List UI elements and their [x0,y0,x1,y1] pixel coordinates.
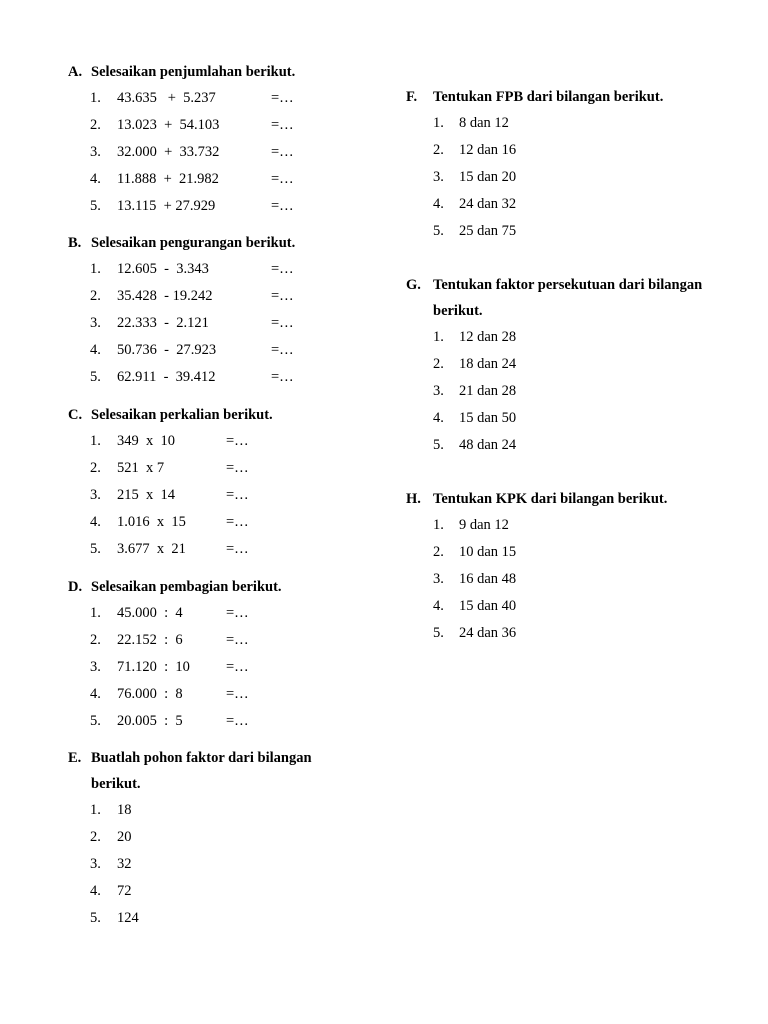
item-answer-blank: =… [226,632,249,648]
item-expression: 1.016 x 15 [117,514,186,530]
list-item [68,627,249,654]
item-answer-blank: =… [226,514,249,530]
section-title: Selesaikan pengurangan berikut. [91,235,296,251]
item-value: 21 dan 28 [459,383,517,399]
item-number: 4. [90,342,101,358]
item-answer-blank: =… [271,144,294,160]
list-item [68,851,132,878]
list-item [406,378,517,405]
item-answer-blank: =… [226,605,249,621]
item-number: 2. [433,356,444,372]
list-item [68,482,249,509]
item-answer-blank: =… [271,288,294,304]
list-item [406,432,517,459]
section-c [68,402,273,563]
section-heading [68,745,312,797]
list-item [406,324,517,351]
section-a [68,59,296,220]
item-number: 1. [90,90,101,106]
list-item [68,112,294,139]
item-expression: 32.000 + 33.732 [117,144,220,160]
section-letter: D. [68,579,83,595]
item-expression: 13.023 + 54.103 [117,117,220,133]
item-value: 48 dan 24 [459,437,517,453]
section-b [68,230,296,391]
item-value: 25 dan 75 [459,223,517,239]
item-value: 12 dan 16 [459,142,517,158]
item-number: 5. [90,713,101,729]
item-expression: 62.911 - 39.412 [117,369,216,385]
item-value: 10 dan 15 [459,544,517,560]
item-number: 3. [90,144,101,160]
list-item [68,283,294,310]
item-answer-blank: =… [226,433,249,449]
list-item [68,681,249,708]
item-number: 4. [90,883,101,899]
item-expression: 11.888 + 21.982 [117,171,219,187]
list-item [68,797,132,824]
item-number: 2. [90,288,101,304]
item-number: 3. [433,383,444,399]
list-item [406,164,517,191]
section-letter: F. [406,89,418,105]
item-number: 1. [90,433,101,449]
list-item [68,256,294,283]
section-f [406,84,664,245]
item-expression: 43.635 + 5.237 [117,90,216,106]
item-value: 18 dan 24 [459,356,517,372]
item-number: 1. [433,115,444,131]
list-item [68,905,139,932]
item-number: 4. [90,514,101,530]
item-value: 24 dan 36 [459,625,517,641]
list-item [68,708,249,735]
list-item [68,85,294,112]
item-number: 3. [433,571,444,587]
section-g [406,272,703,459]
section-title: Selesaikan perkalian berikut. [91,407,273,423]
list-item [68,166,294,193]
item-expression: 22.333 - 2.121 [117,315,209,331]
list-item [406,593,517,620]
list-item [406,405,517,432]
list-item [406,218,517,245]
item-expression: 20.005 : 5 [117,713,183,729]
section-d [68,574,282,735]
item-value: 15 dan 40 [459,598,517,614]
list-item [68,824,132,851]
item-value: 24 dan 32 [459,196,517,212]
item-answer-blank: =… [226,460,249,476]
item-number: 4. [433,410,444,426]
section-e [68,745,312,932]
list-item [68,654,249,681]
item-answer-blank: =… [271,171,294,187]
item-value: 32 [117,856,132,872]
item-number: 3. [433,169,444,185]
list-item [68,455,249,482]
item-value: 20 [117,829,132,845]
item-answer-blank: =… [271,117,294,133]
item-expression: 22.152 : 6 [117,632,183,648]
section-heading [68,574,282,600]
item-number: 2. [90,117,101,133]
section-letter: G. [406,277,421,293]
item-number: 4. [90,686,101,702]
item-number: 1. [90,605,101,621]
list-item [68,364,294,391]
section-letter: H. [406,491,421,507]
item-expression: 71.120 : 10 [117,659,190,675]
item-expression: 45.000 : 4 [117,605,183,621]
section-heading [406,486,668,512]
section-letter: E. [68,750,82,766]
item-expression: 50.736 - 27.923 [117,342,217,358]
item-number: 5. [90,369,101,385]
item-expression: 76.000 : 8 [117,686,183,702]
section-heading [68,230,296,256]
list-item [68,139,294,166]
item-value: 18 [117,802,132,818]
list-item [406,512,509,539]
item-number: 2. [433,142,444,158]
section-title: Tentukan FPB dari bilangan berikut. [433,89,664,105]
list-item [68,536,249,563]
section-title: Buatlah pohon faktor dari bilangan berikut. [91,750,312,792]
list-item [406,566,517,593]
item-expression: 521 x 7 [117,460,165,476]
list-item [406,110,509,137]
list-item [68,428,249,455]
section-title: Selesaikan pembagian berikut. [91,579,282,595]
item-number: 5. [90,541,101,557]
item-number: 2. [90,460,101,476]
item-number: 2. [90,632,101,648]
item-number: 5. [90,910,101,926]
item-expression: 13.115 + 27.929 [117,198,216,214]
section-letter: A. [68,64,83,80]
item-number: 3. [90,856,101,872]
section-letter: B. [68,235,82,251]
list-item [68,509,249,536]
item-number: 1. [433,329,444,345]
item-value: 124 [117,910,139,926]
item-value: 8 dan 12 [459,115,509,131]
item-answer-blank: =… [226,487,249,503]
item-value: 15 dan 20 [459,169,517,185]
item-number: 3. [90,659,101,675]
section-heading [406,272,703,324]
item-number: 4. [433,598,444,614]
item-number: 5. [433,625,444,641]
section-letter: C. [68,407,83,423]
list-item [68,878,132,905]
list-item [68,600,249,627]
list-item [406,191,517,218]
item-value: 12 dan 28 [459,329,517,345]
item-number: 2. [433,544,444,560]
item-expression: 3.677 x 21 [117,541,186,557]
list-item [68,193,294,220]
item-number: 1. [433,517,444,533]
item-answer-blank: =… [226,541,249,557]
section-title: Tentukan faktor persekutuan dari bilangan berikut. [433,277,703,319]
item-number: 2. [90,829,101,845]
item-number: 1. [90,802,101,818]
item-answer-blank: =… [271,90,294,106]
item-number: 5. [90,198,101,214]
item-answer-blank: =… [271,198,294,214]
item-number: 4. [433,196,444,212]
list-item [406,620,517,647]
item-answer-blank: =… [226,713,249,729]
item-number: 1. [90,261,101,277]
item-expression: 35.428 - 19.242 [117,288,213,304]
item-number: 3. [90,315,101,331]
section-heading [68,402,273,428]
item-number: 5. [433,437,444,453]
list-item [406,137,517,164]
item-value: 15 dan 50 [459,410,517,426]
item-answer-blank: =… [226,686,249,702]
item-number: 5. [433,223,444,239]
section-heading [406,84,664,110]
item-value: 16 dan 48 [459,571,517,587]
list-item [406,539,517,566]
section-title: Tentukan KPK dari bilangan berikut. [433,491,668,507]
item-answer-blank: =… [271,261,294,277]
item-expression: 12.605 - 3.343 [117,261,209,277]
item-expression: 349 x 10 [117,433,175,449]
item-value: 72 [117,883,132,899]
section-heading [68,59,296,85]
item-answer-blank: =… [271,369,294,385]
item-answer-blank: =… [226,659,249,675]
item-answer-blank: =… [271,342,294,358]
section-title: Selesaikan penjumlahan berikut. [91,64,296,80]
item-number: 3. [90,487,101,503]
section-h [406,486,668,647]
item-value: 9 dan 12 [459,517,509,533]
list-item [68,310,294,337]
item-expression: 215 x 14 [117,487,175,503]
list-item [68,337,294,364]
list-item [406,351,517,378]
item-answer-blank: =… [271,315,294,331]
item-number: 4. [90,171,101,187]
